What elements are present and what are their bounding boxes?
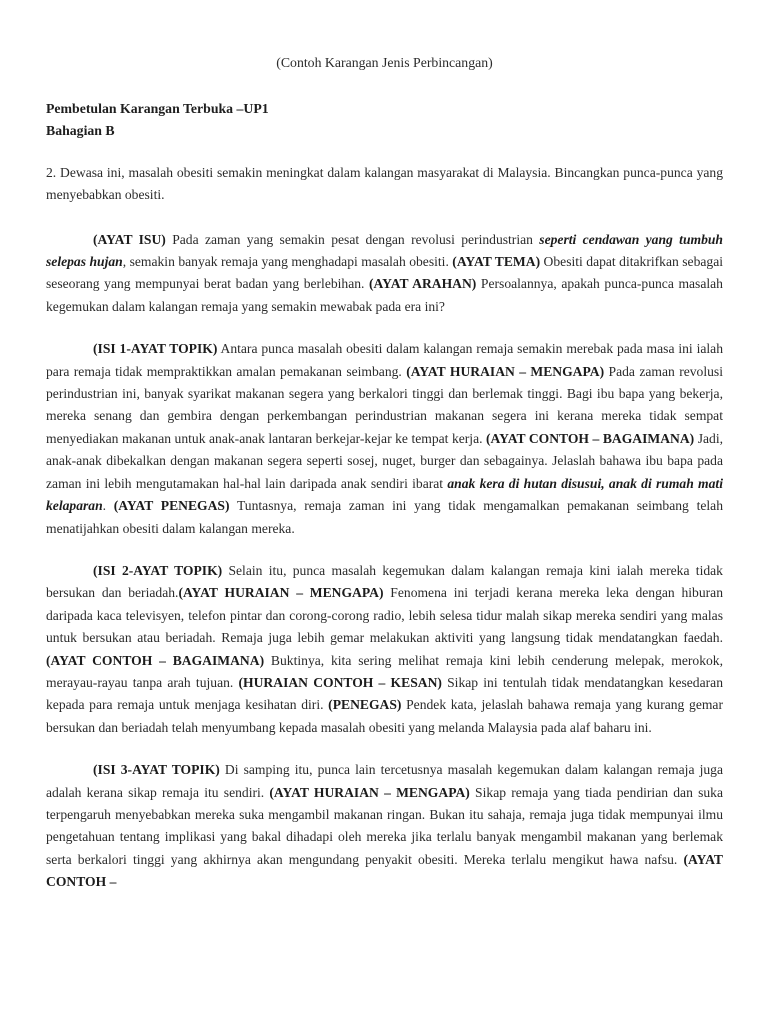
text-run: Pada zaman revolusi perindustrian ini, banyak syarikat makanan segera yang berkalori tinggi dan berlemak tinggi. Bagi ibu bapa yang bekerja, mereka senang dan gembira dengan perkembangan perindustrian makanan segera ini kerana mereka tidak sempat menyediakan makanan untuk anak-anak lantaran berkejar-kejar ke tempat kerja. [46, 363, 723, 446]
text-run: Di samping itu, punca lain tercetusnya masalah kegemukan dalam kalangan remaja juga adalah kerana sikap remaja itu sendiri. [46, 762, 723, 800]
essay-question: 2. Dewasa ini, masalah obesiti semakin meningkat dalam kalangan masyarakat di Malaysia. Bincangkan punca-punca yang menyebabkan obesiti. [46, 164, 723, 203]
text-run: (ISI 2-AYAT TOPIK) [93, 562, 223, 578]
text-run: Obesiti dapat ditakrifkan sebagai seseorang yang mempunyai berat badan yang berlebihan. [46, 254, 724, 292]
text-run: (AYAT CONTOH – BAGAIMANA) [46, 652, 265, 668]
text-run: Persoalannya, apakah punca-punca masalah kegemukan dalam kalangan remaja yang semakin mewabak pada era ini? [46, 276, 723, 314]
text-run: (AYAT HURAIAN – MENGAPA) [406, 363, 605, 379]
text-run: (AYAT PENEGAS) [113, 498, 230, 514]
text-run: (AYAT HURAIAN – MENGAPA) [269, 784, 470, 800]
text-run: (AYAT HURAIAN – MENGAPA) [178, 585, 384, 601]
heading-line-1: Pembetulan Karangan Terbuka –UP1 [46, 101, 269, 116]
text-run: Pada zaman yang semakin pesat dengan revolusi perindustrian [165, 231, 540, 247]
text-run: (AYAT CONTOH – BAGAIMANA) [486, 430, 695, 446]
text-run: (ISI 1-AYAT TOPIK) [93, 341, 218, 357]
text-run: (ISI 3-AYAT TOPIK) [93, 762, 220, 778]
text-run: (AYAT ARAHAN) [369, 276, 477, 292]
essay-paragraph [46, 229, 723, 319]
text-run: Antara punca masalah obesiti dalam kalangan remaja semakin merebak pada masa ini ialah para remaja tidak mempraktikkan amalan pemakanan seimbang. [46, 341, 724, 379]
essay-paragraph [46, 759, 723, 893]
text-run: (HURAIAN CONTOH – KESAN) [238, 674, 442, 690]
text-run: anak kera di hutan disusui, anak di rumah mati kelaparan [46, 475, 723, 514]
text-run: Jadi, anak-anak dibekalkan dengan makanan segera seperti sosej, nuget, burger dan sebagainya. Jelaslah bahawa ibu bapa pada zaman ini lebih mengutamakan hal-hal lain daripada anak sendiri ibarat [46, 430, 724, 491]
heading-block [46, 98, 723, 143]
text-run: seperti cendawan yang tumbuh selepas hujan [46, 231, 723, 270]
text-run: (AYAT TEMA) [452, 254, 541, 270]
essay-body [46, 229, 723, 894]
heading-line-2: Bahagian B [46, 123, 115, 139]
text-run: (PENEGAS) [328, 697, 402, 713]
text-run: (AYAT CONTOH – [46, 851, 723, 890]
essay-paragraph [46, 560, 723, 739]
text-run: Tuntasnya, remaja zaman ini yang tidak mengamalkan pemakanan seimbang telah menatijahkan obesiti dalam kalangan mereka. [46, 498, 723, 536]
text-run: Fenomena ini terjadi kerana mereka leka dengan hiburan daripada kaca televisyen, telefon pintar dan corong-corong radio, lebih selesa tidur malah sikap mereka sendiri yang malas untuk bersukan atau beriadah. Remaja juga lebih gemar melakukan aktiviti yang langsung tidak mendatangkan faedah. [46, 585, 723, 646]
text-run: , semakin banyak remaja yang menghadapi masalah obesiti. [122, 254, 453, 270]
document-title: (Contoh Karangan Jenis Perbincangan) [276, 55, 493, 70]
text-run: (AYAT ISU) [93, 231, 166, 247]
text-run: Buktinya, kita sering melihat remaja kini lebih cenderung melepak, merokok, merayau-rayau tanpa arah tujuan. [46, 652, 723, 690]
text-run: Sikap remaja yang tiada pendirian dan suka terpengaruh menyebabkan mereka suka mengambil makanan ringan. Bukan itu sahaja, remaja juga tidak mempunyai ilmu pengetahuan tentang implikasi yang bakal dihadapi oleh mereka jika terlalu banyak mengambil makanan yang berlemak serta berkalori tinggi yang akhirnya akan mengundang penyakit obesiti. Mereka terlalu mengikut hawa nafsu. [46, 784, 724, 867]
text-run: . [102, 498, 114, 514]
essay-paragraph [46, 338, 723, 540]
text-run: Pendek kata, jelaslah bahawa remaja yang kurang gemar bersukan dan beriadah telah menyumbang kepada masalah obesiti yang melanda Malaysia pada alaf baharu ini. [46, 697, 723, 735]
text-run: Selain itu, punca masalah kegemukan dalam kalangan remaja kini ialah mereka tidak bersukan dan beriadah. [46, 562, 723, 601]
text-run: Sikap ini tentulah tidak mendatangkan kesedaran kepada para remaja untuk menjaga kesihatan diri. [46, 674, 723, 713]
